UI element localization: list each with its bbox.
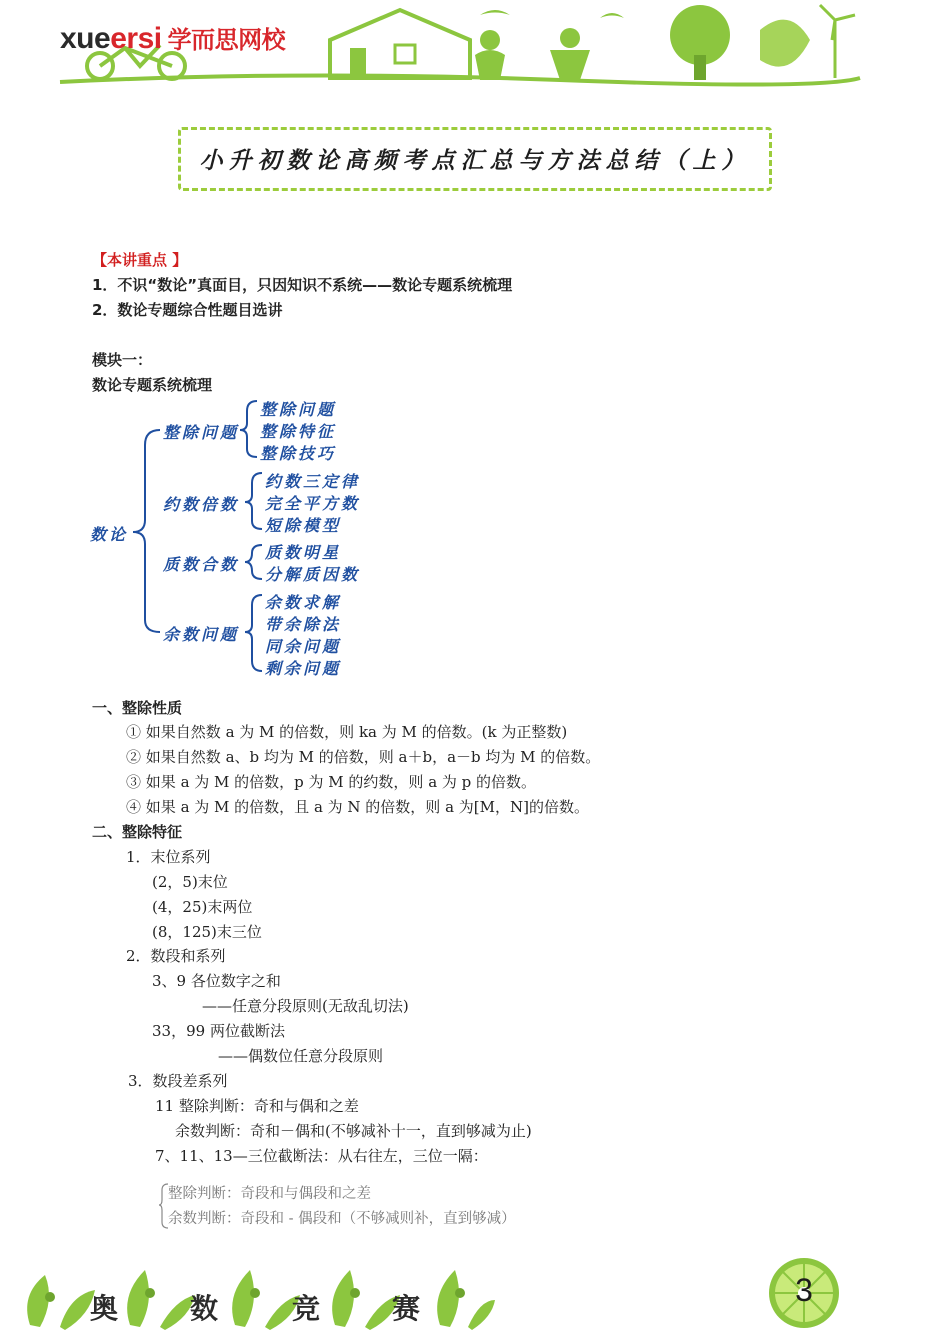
title-box	[178, 127, 772, 191]
sub2-line: 3、9 各位数字之和	[152, 972, 281, 990]
logo-text-part1: xue	[60, 22, 111, 55]
section2-heading: 二、整除特征	[92, 823, 183, 841]
sub3-line: 11 整除判断：奇和与偶和之差	[155, 1097, 359, 1115]
sub1-title: 1．末位系列	[126, 848, 211, 866]
note-line-2: 余数判断：奇段和 - 偶段和（不够减则补，直到够减）	[168, 1211, 516, 1227]
header-banner	[0, 0, 950, 95]
sub2-title: 2．数段和系列	[126, 947, 226, 965]
section1-heading: 一、整除性质	[92, 699, 183, 717]
tree-branch-4: 余数问题	[163, 625, 240, 644]
focus-heading: 【本讲重点 】	[92, 251, 188, 269]
section1-item: ② 如果自然数 a、b 均为 M 的倍数，则 a＋b，a－b 均为 M 的倍数。	[126, 748, 601, 766]
module-label: 模块一：	[92, 351, 153, 369]
tree-branch-1: 整除问题	[163, 423, 240, 442]
logo-text-part2: ersi	[110, 22, 162, 55]
sub3-line: 余数判断：奇和－偶和(不够减补十一，直到够减为止)	[175, 1122, 532, 1140]
tree-branch-3: 质数合数	[163, 555, 240, 574]
page-number-badge	[767, 1256, 841, 1330]
tree-leaf: 带余除法	[265, 615, 342, 634]
page-number: 3	[795, 1272, 813, 1308]
sub3-title: 3．数段差系列	[128, 1072, 228, 1090]
sub1-line: (4，25)末两位	[152, 898, 253, 916]
tree-leaf: 分解质因数	[265, 565, 361, 584]
sub3-line: 7、11、13—三位截断法：从右往左，三位一隔：	[155, 1147, 488, 1165]
logo-chinese: 学而思网校	[167, 27, 286, 54]
tree-root: 数论	[90, 525, 129, 544]
sub2-line: ——任意分段原则(无敌乱切法)	[202, 997, 409, 1015]
focus-item-2: 2．数论专题综合性题目选讲	[92, 301, 283, 319]
tree-branch-2: 约数倍数	[163, 495, 240, 514]
tree-leaf: 整除特征	[260, 422, 337, 441]
footer-word-1: 奥	[90, 1292, 119, 1325]
tree-leaf: 整除问题	[260, 400, 337, 419]
sub1-line: (8，125)末三位	[152, 923, 262, 941]
sub2-line: 33，99 两位截断法	[152, 1022, 285, 1040]
sub1-line: (2，5)末位	[152, 873, 228, 891]
tree-leaf: 短除模型	[265, 516, 342, 535]
sub2-line: ——偶数位任意分段原则	[218, 1047, 384, 1065]
footer-word-4: 赛	[392, 1292, 421, 1325]
remainder-note	[158, 1180, 588, 1228]
section1-item: ③ 如果 a 为 M 的倍数，p 为 M 的约数，则 a 为 p 的倍数。	[126, 773, 537, 791]
number-theory-tree	[85, 395, 405, 685]
section1-item: ④ 如果 a 为 M 的倍数，且 a 为 N 的倍数，则 a 为[M，N]的倍数。	[126, 798, 589, 816]
tree-leaf: 余数求解	[265, 593, 342, 612]
focus-item-1: 1．不识“数论”真面目，只因知识不系统——数论专题系统梳理	[92, 276, 513, 294]
brand-logo[interactable]	[60, 20, 285, 56]
page-title: 小升初数论高频考点汇总与方法总结（上）	[199, 147, 751, 174]
tree-brackets-icon	[85, 395, 405, 685]
module-name: 数论专题系统梳理	[92, 376, 213, 394]
tree-leaf: 整除技巧	[260, 444, 337, 463]
tree-leaf: 同余问题	[265, 637, 342, 656]
footer-word-2: 数	[190, 1292, 219, 1325]
tree-leaf: 约数三定律	[265, 472, 361, 491]
tree-leaf: 完全平方数	[265, 494, 361, 513]
note-line-1: 整除判断：奇段和与偶段和之差	[168, 1186, 371, 1202]
footer-word-3: 竞	[292, 1292, 321, 1325]
tree-leaf: 质数明星	[265, 543, 342, 562]
section1-item: ① 如果自然数 a 为 M 的倍数，则 ka 为 M 的倍数。(k 为正整数)	[126, 723, 568, 741]
tree-leaf: 剩余问题	[265, 659, 342, 678]
